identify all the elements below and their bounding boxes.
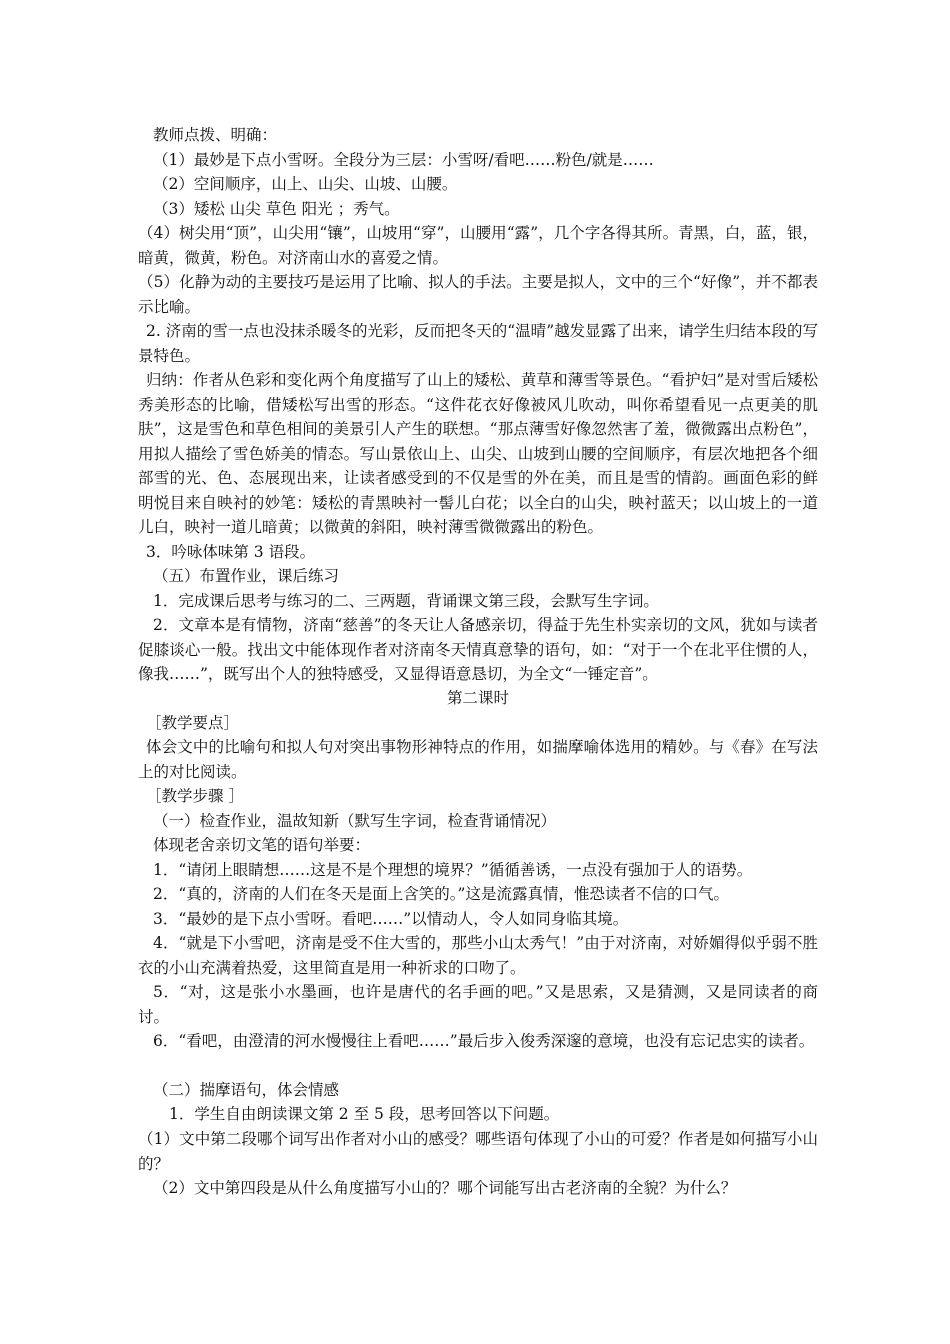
paragraph: 1．学生自由朗读课文第 2 至 5 段，思考回答以下问题。 [169, 1105, 560, 1123]
homework-heading [138, 564, 818, 589]
paragraph: 6．“看吧，由澄清的河水慢慢往上看吧……”最后步入俊秀深邃的意境，也没有忘记忠实的读者。 [153, 1032, 815, 1050]
answer-3 [138, 197, 818, 222]
paragraph: 归纳：作者从色彩和变化两个角度描写了山上的矮松、黄草和薄雪等景色。“看护妇”是对雪后矮松秀美形态的比喻，借矮松写出雪的形态。“这件花衣好像被风儿吹动，叫你希望看见一点更美的肌肤”，这是雪色和草色相间的美景引人产生的联想。“那点薄雪好像忽然害了羞，微微露出点粉色”，用拟人描绘了雪色娇美的情态。写山景依山上、山尖、山坡到山腰的空间顺序，有层次地把各个细部雪的光、色、态展现出来，让读者感受到的不仅是雪的外在美，而且是雪的情韵。画面色彩的鲜明悦目来自映衬的妙笔：矮松的青黑映衬一髻儿白花；以全白的山尖，映衬蓝天；以山坡上的一道儿白，映衬一道儿暗黄；以微黄的斜阳，映衬薄雪微微露出的粉色。 [138, 371, 818, 536]
paragraph: 3．“最妙的是下点小雪呀。看吧……”以情动人，令人如同身临其境。 [153, 910, 629, 928]
key-points-heading [138, 711, 818, 736]
question-2 [138, 319, 818, 368]
section-title: 第二课时 [446, 689, 509, 707]
paragraph: 体会文中的比喻句和拟人句对突出事物形神特点的作用，如揣摩喻体选用的精妙。与《春》在写法上的对比阅读。 [138, 738, 818, 781]
paragraph: 2．文章本是有情物，济南“慈善”的冬天让人备感亲切，得益于先生朴实亲切的文风，犹如与读者促膝谈心一般。找出文中能体现作者对济南冬天情真意挚的语句，如：“对于一个在北平住惯的人，像我……”，既写出个人的独特感受，又显得语意恳切，为全文“一锤定音”。 [138, 616, 818, 683]
example-5 [138, 980, 818, 1029]
paragraph: （1）文中第二段哪个词写出作者对小山的感受？哪些语句体现了小山的可爱？作者是如何描写小山的？ [138, 1130, 818, 1173]
answer-1 [138, 148, 818, 173]
step-2-heading [138, 1078, 818, 1103]
answer-5 [138, 270, 818, 319]
paragraph: 体现老舍亲切文笔的语句举要： [153, 836, 371, 854]
homework-1 [138, 589, 818, 614]
question-2b [138, 1176, 818, 1201]
paragraph: （2）空间顺序，山上、山尖、山坡、山腰。 [153, 175, 458, 193]
paragraph: （五）布置作业，课后练习 [153, 567, 340, 585]
paragraph: 1．完成课后思考与练习的二、三两题，背诵课文第三段，会默写生字词。 [153, 592, 659, 610]
steps-heading [138, 784, 818, 809]
paragraph: （2）文中第四段是从什么角度描写小山的？哪个词能写出古老济南的全貌？为什么？ [153, 1179, 737, 1197]
answer-4 [138, 221, 818, 270]
answer-2 [138, 172, 818, 197]
paragraph: 3．吟咏体味第 3 语段。 [146, 543, 316, 561]
paragraph: 2．“真的，济南的人们在冬天是面上含笑的。”这是流露真情，惟恐读者不信的口气。 [153, 885, 729, 903]
lesson-title [138, 686, 818, 711]
paragraph: 1．“请闭上眼睛想……这是不是个理想的境界？”循循善诱，一点没有强加于人的语势。 [153, 861, 753, 879]
paragraph: ［教学要点］ [146, 714, 240, 732]
example-4 [138, 931, 818, 980]
paragraph: ［教学步骤 ］ [146, 787, 244, 805]
paragraph: （一）检查作业，温故知新（默写生字词，检查背诵情况） [153, 812, 557, 830]
paragraph: （二）揣摩语句，体会情感 [153, 1081, 340, 1099]
example-1 [138, 858, 818, 883]
paragraph: 教师点拨、明确： [153, 126, 278, 144]
paragraph: （5）化静为动的主要技巧是运用了比喻、拟人的手法。主要是拟人，文中的三个“好像”，并不都表示比喻。 [138, 273, 818, 316]
example-3 [138, 907, 818, 932]
paragraph: （3）矮松 山尖 草色 阳光 ；秀气。 [153, 200, 400, 218]
examples-intro [138, 833, 818, 858]
paragraph: 4．“就是下小雪吧，济南是受不住大雪的，那些小山太秀气！”由于对济南，对娇媚得似乎弱不胜衣的小山充满着热爱，这里简直是用一种祈求的口吻了。 [138, 934, 818, 977]
paragraph: 5．“对，这是张小水墨画，也许是唐代的名手画的吧。”又是思索，又是猜测，又是同读者的商讨。 [138, 983, 818, 1026]
example-2 [138, 882, 818, 907]
item-3 [138, 540, 818, 565]
summary-paragraph [138, 368, 818, 540]
paragraph: 2. 济南的雪一点也没抹杀暖冬的光彩，反而把冬天的“温晴”越发显露了出来，请学生归结本段的写景特色。 [138, 322, 818, 365]
homework-2 [138, 613, 818, 687]
step-1-heading [138, 809, 818, 834]
paragraph: （4）树尖用“顶”，山尖用“镶”，山坡用“穿”，山腰用“露”，几个字各得其所。青黑，白，蓝，银，暗黄，微黄，粉色。对济南山水的喜爱之情。 [138, 224, 818, 267]
example-6 [138, 1029, 818, 1054]
paragraph: （1）最妙是下点小雪呀。全段分为三层：小雪呀/看吧……粉色/就是…… [153, 151, 654, 169]
key-points-text [138, 735, 818, 784]
question-1 [138, 1127, 818, 1176]
task-1 [138, 1102, 818, 1127]
teacher-guidance-heading [138, 123, 818, 148]
